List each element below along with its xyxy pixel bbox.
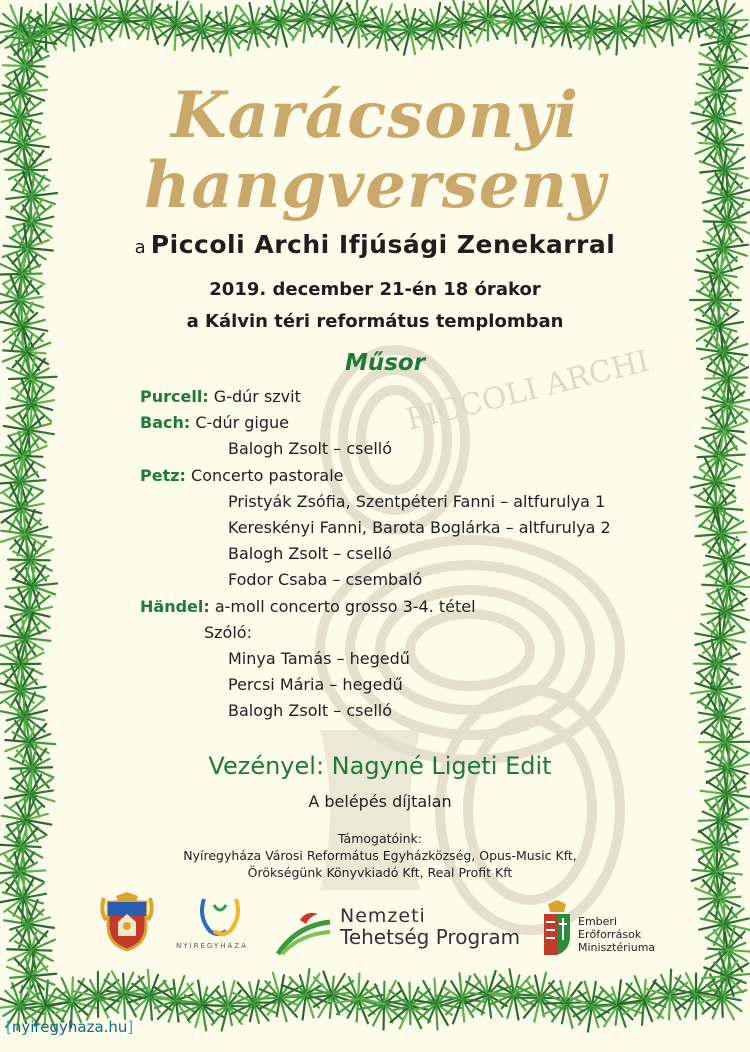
site-name: nyiregyhaza.hu bbox=[11, 1018, 128, 1036]
pine-tuft bbox=[7, 925, 55, 972]
program-text: Kereskényi Fanni, Barota Boglárka – altfurulya 2 bbox=[228, 517, 611, 537]
program-item bbox=[140, 463, 640, 489]
program-list bbox=[140, 384, 640, 724]
program-item bbox=[140, 698, 640, 724]
program-item bbox=[140, 567, 640, 593]
admission-note: A belépés díjtalan bbox=[308, 792, 452, 811]
ensemble-prefix: a bbox=[134, 237, 146, 258]
program-text: a-moll concerto grosso 3-4. tétel bbox=[209, 596, 476, 616]
emmi-line-3: Minisztériuma bbox=[578, 941, 656, 954]
title-line-1: Karácsonyi bbox=[171, 78, 579, 153]
hungarian-coat-of-arms-icon bbox=[540, 900, 574, 956]
program-text: Balogh Zsolt – cselló bbox=[228, 701, 393, 721]
nemzeti-text: Nemzeti bbox=[340, 905, 426, 927]
ensemble-name: Piccoli Archi Ifjúsági Zenekarral bbox=[150, 230, 616, 259]
ensemble-line bbox=[0, 230, 750, 259]
sponsors-line-2: Örökségünk Könyvkiadó Kft, Real Profit Kft bbox=[247, 865, 513, 880]
program-item bbox=[140, 594, 640, 620]
nemzeti-tehetseg-swoosh-icon bbox=[272, 908, 334, 956]
program-item bbox=[140, 436, 640, 462]
program-text: Concerto pastorale bbox=[185, 465, 344, 485]
pine-tuft bbox=[0, 432, 46, 479]
program-text: Szóló: bbox=[204, 622, 252, 642]
sponsors-heading: Támogatóink: bbox=[337, 831, 423, 846]
emmi-logo-text bbox=[578, 915, 655, 954]
program-text: Pristyák Zsófia, Szentpéteri Fanni – altfurulya 1 bbox=[228, 491, 606, 511]
program-text: C-dúr gigue bbox=[190, 413, 289, 433]
program-text: Percsi Mária – hegedű bbox=[228, 675, 403, 695]
bracket-open: [ bbox=[6, 1018, 12, 1036]
sponsors-block bbox=[0, 830, 750, 881]
coat-of-arms-logo bbox=[96, 892, 158, 954]
conductor: Vezényel: Nagyné Ligeti Edit bbox=[208, 752, 552, 780]
composer-name: Petz: bbox=[140, 465, 186, 485]
program-text: G-dúr szvit bbox=[208, 387, 301, 406]
program-item bbox=[140, 515, 640, 541]
tehetseg-program-text: Tehetség Program bbox=[340, 925, 521, 949]
pine-tuft bbox=[699, 899, 749, 950]
program-text: Fodor Csaba – csembaló bbox=[228, 570, 423, 590]
pine-tuft bbox=[384, 5, 435, 55]
pine-tuft bbox=[254, 973, 304, 1021]
composer-name: Händel: bbox=[140, 596, 210, 616]
composer-name: Bach: bbox=[140, 413, 191, 433]
nyiregyhaza-logo-text: NYÍREGYHÁZA bbox=[176, 942, 248, 950]
program-text: Balogh Zsolt – cselló bbox=[228, 439, 393, 459]
pine-tuft bbox=[153, 2, 201, 51]
program-item bbox=[140, 672, 640, 698]
event-date: 2019. december 21-én 18 órakor bbox=[209, 279, 541, 300]
emmi-line-1: Emberi bbox=[578, 915, 617, 928]
emmi-line-2: Erőforrások bbox=[578, 928, 642, 941]
program-item bbox=[140, 384, 640, 410]
program-item bbox=[140, 620, 640, 646]
program-item bbox=[140, 646, 640, 672]
program-item bbox=[140, 410, 640, 436]
program-item bbox=[140, 489, 640, 515]
program-text: Minya Tamás – hegedű bbox=[228, 648, 410, 668]
program-heading: Műsor bbox=[344, 350, 426, 376]
program-text: Balogh Zsolt – cselló bbox=[228, 544, 393, 564]
sponsors-line-1: Nyíregyháza Városi Református Egyházközség, Opus-Music Kft, bbox=[183, 848, 577, 863]
watermark-text: PICCOLI ARCHI bbox=[402, 343, 653, 438]
source-site-link[interactable] bbox=[6, 1018, 133, 1036]
title-line-2: hangverseny bbox=[143, 148, 607, 223]
nemzeti-tehetseg-logo bbox=[340, 906, 520, 948]
composer-name: Purcell: bbox=[140, 387, 209, 406]
program-item bbox=[140, 541, 640, 567]
bracket-close: ] bbox=[127, 1018, 134, 1036]
nyiregyhaza-city-logo bbox=[196, 895, 244, 939]
pine-tuft bbox=[362, 4, 408, 50]
event-venue: a Kálvin téri református templomban bbox=[186, 311, 564, 332]
